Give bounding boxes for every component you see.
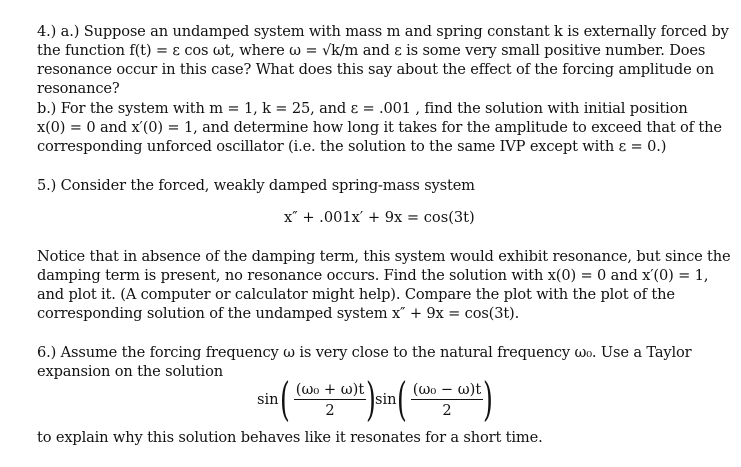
formula-denominator-2: 2 bbox=[442, 402, 452, 419]
p4-line-2: the function f(t) = ε cos ωt, where ω = √k/m and ε is some very small positive number. Does bbox=[37, 42, 706, 59]
formula-numerator-1: (ω₀ + ω)t bbox=[295, 381, 365, 398]
formula-right-paren-1: ) bbox=[366, 372, 376, 426]
p6-line-1: 6.) Assume the forcing frequency ω is very close to the natural frequency ω₀. Use a Taylor bbox=[37, 344, 692, 361]
p4-line-7: corresponding unforced oscillator (i.e. the solution to the same IVP except with ε = 0.) bbox=[37, 138, 667, 155]
formula-sin-2: sin bbox=[375, 391, 397, 408]
p6-line-2: expansion on the solution bbox=[37, 363, 223, 380]
p5-line-2: damping term is present, no resonance occurs. Find the solution with x(0) = 0 and x′(0) = 1, bbox=[37, 267, 709, 284]
p4-line-1: 4.) a.) Suppose an undamped system with mass m and spring constant k is externally forced by bbox=[37, 23, 729, 40]
formula-fraction-bar-2 bbox=[411, 399, 483, 400]
p6-closing: to explain why this solution behaves like it resonates for a short time. bbox=[37, 429, 543, 446]
p4-line-5: b.) For the system with m = 1, k = 25, and ε = .001 , find the solution with initial position bbox=[37, 100, 688, 117]
formula-sin-1: sin bbox=[257, 391, 279, 408]
p5-line-1: Notice that in absence of the damping term, this system would exhibit resonance, but since the bbox=[37, 248, 731, 265]
p4-line-4: resonance? bbox=[37, 80, 120, 97]
formula-left-paren-1: ( bbox=[280, 372, 290, 426]
formula-numerator-2: (ω₀ − ω)t bbox=[412, 381, 482, 398]
formula-right-paren-2: ) bbox=[483, 372, 493, 426]
formula-left-paren-2: ( bbox=[397, 372, 407, 426]
p5-equation: x″ + .001x′ + 9x = cos(3t) bbox=[284, 209, 475, 226]
formula-denominator-1: 2 bbox=[325, 402, 335, 419]
p4-line-3: resonance occur in this case? What does this say about the effect of the forcing amplitude on bbox=[37, 61, 714, 78]
p5-intro: 5.) Consider the forced, weakly damped spring-mass system bbox=[37, 177, 475, 194]
formula-fraction-bar-1 bbox=[294, 399, 366, 400]
p5-line-4: corresponding solution of the undamped system x″ + 9x = cos(3t). bbox=[37, 305, 520, 322]
p5-line-3: and plot it. (A computer or calculator might help). Compare the plot with the plot of the bbox=[37, 286, 675, 303]
p4-line-6: x(0) = 0 and x′(0) = 1, and determine how long it takes for the amplitude to exceed that of the bbox=[37, 119, 722, 136]
